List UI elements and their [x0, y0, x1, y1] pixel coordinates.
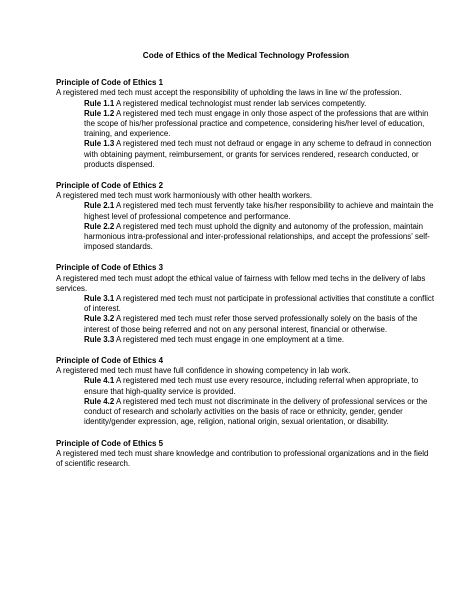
rule-3-2 — [84, 314, 434, 334]
rule-text: A registered med tech must engage in only those aspect of the professions that are within the scope of his/her professional practice and competence, considering his/her level of education, training, and experience. — [84, 108, 429, 139]
rule-2-2 — [84, 222, 434, 253]
rule-text: A registered med tech must fervently take his/her responsibility to achieve and maintain the highest level of professional competence and performance. — [84, 201, 434, 221]
rule-1-2 — [84, 109, 434, 140]
rule-label: Rule 1.2 — [84, 108, 115, 118]
rule-label: Rule 3.1 — [84, 294, 115, 304]
principle-3 — [56, 263, 434, 345]
rule-text: A registered med tech must uphold the dignity and autonomy of the profession, maintain harmonious intra-professional and inter-professional relationships, and accept the professions' self-imposed standards. — [84, 221, 430, 252]
principle-heading: Principle of Code of Ethics 4 — [56, 356, 163, 366]
principle-statement: A registered med tech must share knowledge and contribution to professional organizations and in the field of scientific research. — [56, 448, 429, 468]
principle-statement: A registered med tech must work harmoniously with other health workers. — [56, 191, 313, 201]
principle-heading: Principle of Code of Ethics 5 — [56, 438, 163, 448]
principle-1 — [56, 78, 434, 170]
rule-label: Rule 1.3 — [84, 139, 115, 149]
rule-text: A registered med tech must not defraud or engage in any scheme to defraud in connection with obtaining payment, reimbursement, or grants for services rendered, research conducted, or products dispensed. — [84, 139, 432, 169]
principle-heading: Principle of Code of Ethics 2 — [56, 181, 163, 191]
rule-label: Rule 3.3 — [84, 334, 115, 344]
rule-text: A registered med tech must refer those served professionally solely on the basis of the interest of those being referred and not on any personal interest, financial or otherwise. — [84, 314, 418, 334]
rule-3-1 — [84, 294, 434, 314]
rule-label: Rule 1.1 — [84, 98, 115, 108]
principle-statement: A registered med tech must adopt the ethical value of fairness with fellow med techs in the delivery of labs services. — [56, 273, 426, 293]
principle-heading: Principle of Code of Ethics 3 — [56, 263, 163, 273]
rule-4-1 — [84, 376, 434, 396]
rule-3-3 — [84, 335, 434, 345]
rule-label: Rule 2.2 — [84, 221, 115, 231]
rule-label: Rule 4.1 — [84, 376, 115, 386]
rule-text: A registered medical technologist must render lab services competently. — [116, 98, 367, 108]
rule-label: Rule 4.2 — [84, 396, 115, 406]
rule-2-1 — [84, 201, 434, 221]
rule-text: A registered med tech must not participate in professional activities that constitute a conflict of interest. — [84, 294, 435, 314]
principle-4 — [56, 356, 434, 427]
rule-text: A registered med tech must not discriminate in the delivery of professional services or the conduct of research and scholarly activities on the basis of race or ethnicity, gender, gender identity/gender expression, age, religion, national origin, sexual orientation, or disability. — [84, 396, 428, 427]
rule-label: Rule 3.2 — [84, 314, 115, 324]
rule-1-3 — [84, 139, 434, 170]
principle-statement: A registered med tech must accept the responsibility of upholding the laws in line w/ the profession. — [56, 88, 402, 98]
rule-4-2 — [84, 397, 434, 428]
principle-2 — [56, 181, 434, 252]
rule-text: A registered med tech must use every resource, including referral when appropriate, to ensure that high-quality service is provided. — [84, 376, 419, 396]
principle-statement: A registered med tech must have full confidence in showing competency in lab work. — [56, 366, 351, 376]
rule-label: Rule 2.1 — [84, 201, 115, 211]
rule-text: A registered med tech must engage in one employment at a time. — [116, 334, 345, 344]
rule-1-1 — [84, 99, 434, 109]
document-title: Code of Ethics of the Medical Technology Profession — [142, 51, 350, 60]
principle-5 — [56, 439, 434, 470]
principle-heading: Principle of Code of Ethics 1 — [56, 78, 163, 88]
